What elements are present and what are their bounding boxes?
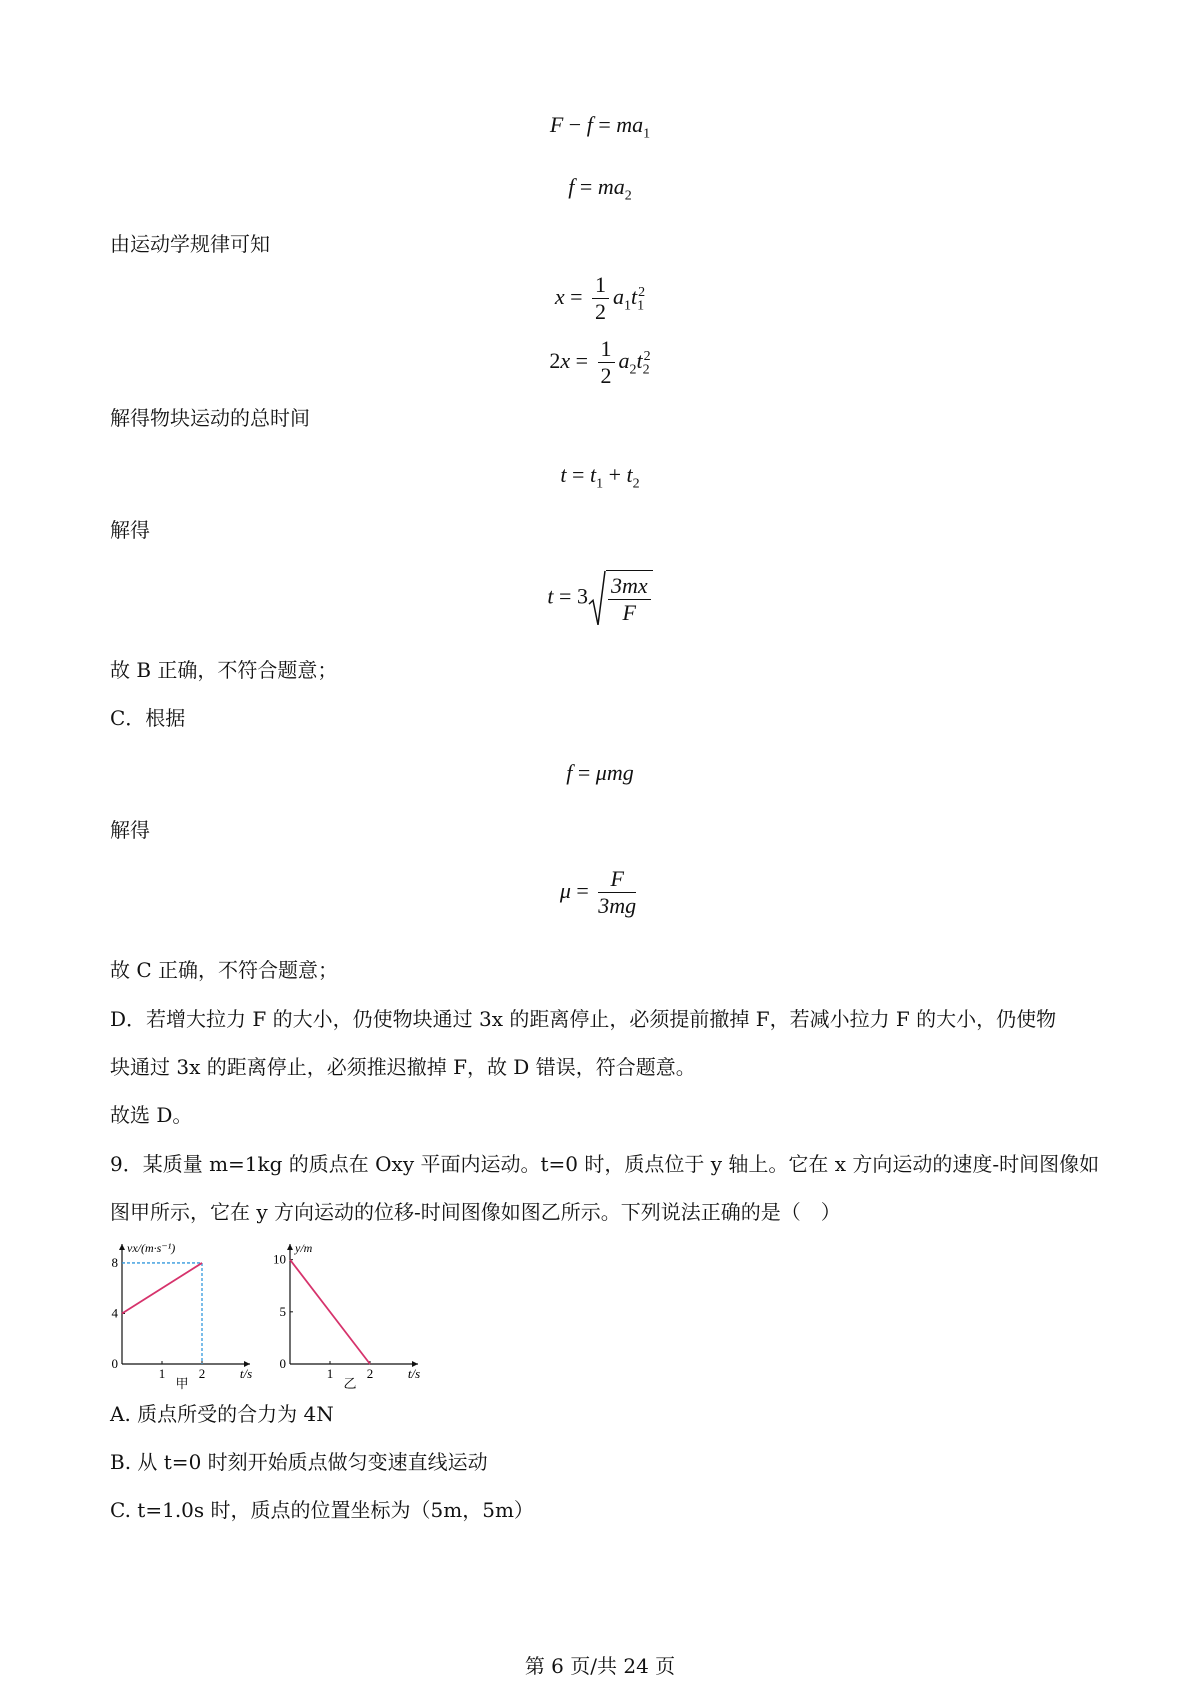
y-axis-label: vx/(m·s⁻¹) (127, 1241, 176, 1255)
text-option-c-start: C．根据 (110, 706, 186, 730)
chart-caption: 乙 (343, 1376, 357, 1390)
x-tick-label: 1 (158, 1366, 166, 1381)
series-line (290, 1260, 370, 1364)
equation-time-result: t = 3 $\frac{3mx}{F}$ (0, 570, 1200, 627)
x-tick-label: 2 (366, 1366, 374, 1381)
y-axis-arrow (119, 1244, 125, 1250)
text-option-d-line2: 块通过 3x 的距离停止，必须推迟撤掉 F，故 D 错误，符合题意。 (110, 1055, 696, 1079)
page-footer: 第 6 页/共 24 页 (524, 1654, 676, 1678)
y-axis-arrow (287, 1244, 293, 1250)
origin-label: 0 (279, 1356, 286, 1371)
equation-friction: f = μmg (566, 760, 634, 785)
equation-kinematics-1: x = $\frac{1}{2}$ $a_1t_1^2$ (554, 272, 646, 325)
y-tick-label: 4 (111, 1305, 118, 1321)
chart-vx-t (100, 1238, 270, 1390)
sqrt-sign: $\frac{3mx}{F}$ (588, 570, 653, 627)
chart-y-t (268, 1238, 438, 1390)
equation-total-time: $t = t_1 + t_2$ (560, 462, 640, 492)
text-kinematics-intro: 由运动学规律可知 (110, 232, 270, 256)
text-solve-2: 解得 (110, 818, 150, 842)
origin-label: 0 (111, 1356, 118, 1371)
option-b[interactable]: B. 从 t=0 时刻开始质点做匀变速直线运动 (110, 1450, 488, 1474)
equation-newton-1: $F - f = ma_1$ (549, 112, 651, 142)
text-option-c-conclusion: 故 C 正确，不符合题意； (110, 958, 339, 982)
option-c[interactable]: C. t=1.0s 时，质点的位置坐标为（5m，5m） (110, 1498, 534, 1522)
x-tick-label: 1 (326, 1366, 334, 1381)
text-question-9-line2: 图甲所示，它在 y 方向运动的位移-时间图像如图乙所示。下列说法正确的是（ ） (110, 1200, 841, 1224)
text-option-b-conclusion: 故 B 正确，不符合题意； (110, 658, 338, 682)
text-answer: 故选 D。 (110, 1103, 193, 1127)
equation-mu-result: μ = $\frac{F}{3mg}$ (559, 866, 637, 919)
y-tick-label: 5 (279, 1303, 286, 1319)
text-question-9-line1: 9．某质量 m=1kg 的质点在 Oxy 平面内运动。t=0 时，质点位于 y 轴上。它在 x 方向运动的速度-时间图像如 (110, 1152, 1100, 1176)
option-a[interactable]: A. 质点所受的合力为 4N (110, 1402, 334, 1426)
text-option-d-line1: D．若增大拉力 F 的大小，仍使物块通过 3x 的距离停止，必须提前撤掉 F，若减小拉力 F 的大小，仍使物 (110, 1007, 1057, 1031)
text-total-time-intro: 解得物块运动的总时间 (110, 406, 310, 430)
equation-kinematics-2: 2x = $\frac{1}{2}$ $a_2t_2^2$ (549, 336, 651, 389)
series-line (122, 1263, 202, 1314)
y-tick-label: 10 (273, 1251, 286, 1267)
x-tick-label: 2 (198, 1366, 206, 1381)
y-axis-label: y/m (295, 1241, 313, 1255)
chart-caption: 甲 (175, 1376, 189, 1390)
y-tick-label: 8 (111, 1254, 118, 1270)
text-solve-1: 解得 (110, 518, 150, 542)
x-axis-label: t/s (239, 1366, 253, 1381)
x-axis-label: t/s (407, 1366, 421, 1381)
equation-newton-2: $f = ma_2$ (568, 174, 632, 204)
